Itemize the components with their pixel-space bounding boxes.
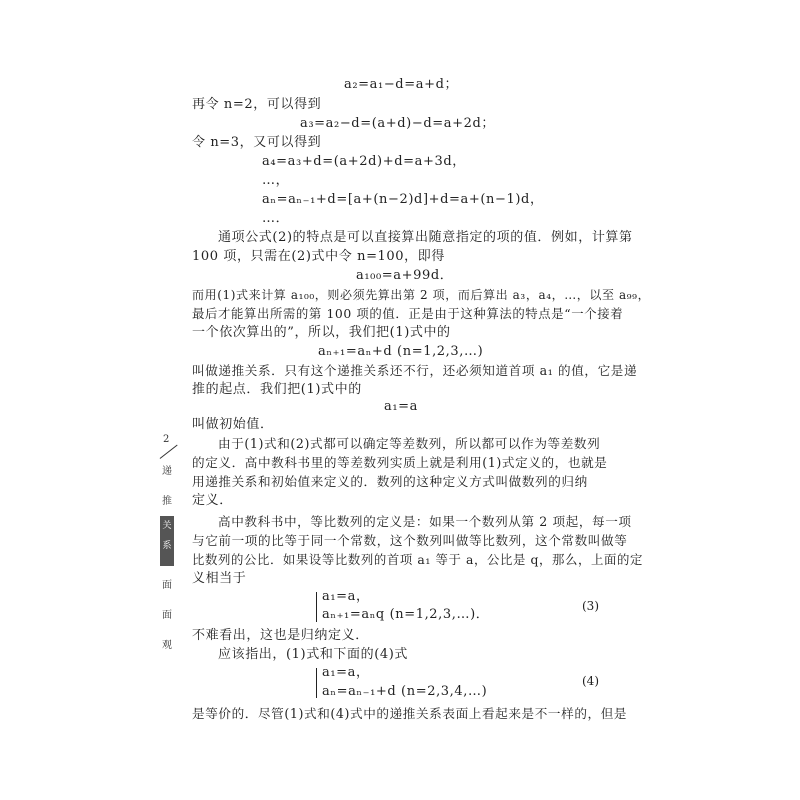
ellipsis-line: …．: [262, 211, 290, 226]
paragraph-line: 叫做递推关系．只有这个递推关系还不行，还必须知道首项 a₁ 的值，它是递: [192, 363, 638, 378]
side-label: 推: [162, 496, 172, 507]
equation-a2: a₂=a₁−d=a+d；: [344, 77, 459, 92]
paragraph-line: 推的起点．我们把(1)式中的: [192, 382, 362, 397]
paragraph-line: 不难看出，这也是归纳定义．: [192, 628, 369, 643]
equation-a100: a₁₀₀=a+99d．: [356, 268, 454, 283]
equation-recurrence: aₙ₊₁=aₙ+d (n=1,2,3,…): [318, 344, 484, 359]
side-label-highlight: [160, 516, 174, 566]
equation-alt-initial: a₁=a，: [322, 665, 370, 680]
paragraph-line: 的定义．高中教科书里的等差数列实质上就是利用(1)式定义的，也就是: [192, 455, 608, 470]
side-label: 关: [162, 521, 172, 531]
page-number-slash: [160, 445, 178, 459]
paragraph-line: 通项公式(2)的特点是可以直接算出随意指定的项的值．例如，计算第: [218, 230, 633, 245]
text-line: 令 n=3，又可以得到: [192, 135, 322, 150]
paragraph-line: 而用(1)式来计算 a₁₀₀，则必须先算出第 2 项，而后算出 a₃，a₄，…，以至 a₉₉，: [192, 288, 651, 302]
paragraph-line: 应该指出，(1)式和下面的(4)式: [218, 647, 409, 662]
paragraph-line: 一个依次算出的”，所以，我们把(1)式中的: [192, 325, 451, 340]
equation-geo-recurrence: aₙ₊₁=aₙq (n=1,2,3,…)．: [322, 607, 490, 622]
text-line: 再令 n=2，可以得到: [192, 97, 322, 112]
ellipsis-line: …，: [262, 173, 290, 188]
paragraph-line: 是等价的．尽管(1)式和(4)式中的递推关系表面上看起来是不一样的，但是: [192, 706, 628, 721]
equation-number: (4): [582, 674, 599, 688]
side-label: 面: [162, 610, 172, 621]
paragraph-line: 义相当于: [192, 571, 247, 586]
side-label: 系: [162, 541, 172, 551]
paragraph-line: 定义．: [192, 493, 233, 508]
paragraph-line: 叫做初始值．: [192, 417, 274, 432]
side-label: 递: [162, 466, 172, 477]
equation-a3: a₃=a₂−d=(a+d)−d=a+2d；: [300, 116, 495, 131]
side-label: 观: [162, 640, 172, 651]
equation-number: (3): [582, 599, 599, 613]
paragraph-line: 与它前一项的比等于同一个常数，这个数列叫做等比数列，这个常数叫做等: [192, 533, 628, 548]
paragraph-line: 用递推关系和初始值来定义的．数列的这种定义方式叫做数列的归纳: [192, 474, 588, 489]
paragraph-line: 最后才能算出所需的第 100 项的值．正是由于这种算法的特点是“一个接着: [192, 306, 624, 321]
paragraph-line: 由于(1)式和(2)式都可以确定等差数列，所以都可以作为等差数列: [218, 436, 601, 451]
side-label: 面: [162, 580, 172, 591]
equation-a4: a₄=a₃+d=(a+2d)+d=a+3d，: [262, 154, 466, 169]
equation-an: aₙ=aₙ₋₁+d=[a+(n−2)d]+d=a+(n−1)d，: [262, 192, 544, 207]
paragraph-line: 100 项，只需在(2)式中令 n=100，即得: [192, 249, 445, 264]
equation-initial: a₁=a: [384, 399, 419, 414]
equation-geo-initial: a₁=a，: [322, 589, 370, 604]
page-number: 2: [163, 434, 170, 445]
paragraph-line: 高中教科书中，等比数列的定义是：如果一个数列从第 2 项起，每一项: [218, 514, 632, 529]
equation-alt-recurrence: aₙ=aₙ₋₁+d (n=2,3,4,…): [322, 684, 488, 699]
paragraph-line: 比数列的公比．如果设等比数列的首项 a₁ 等于 a，公比是 q，那么，上面的定: [192, 552, 643, 567]
